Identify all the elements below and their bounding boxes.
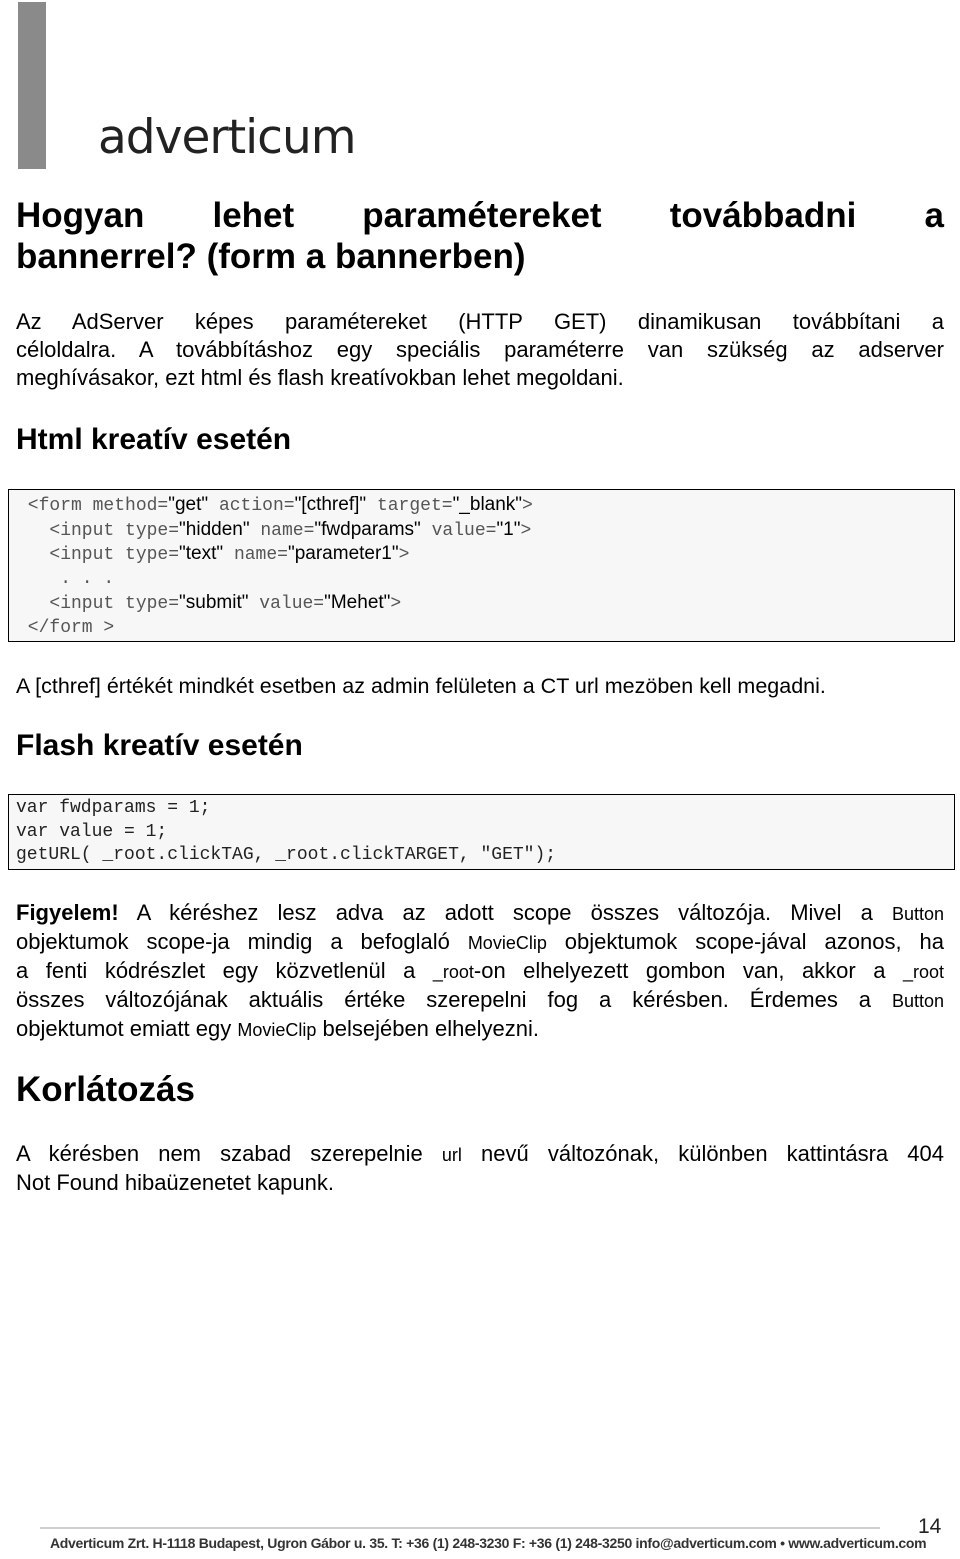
code-term: Button xyxy=(891,904,944,924)
code-keyword: > xyxy=(522,496,533,516)
code-value: "_blank" xyxy=(452,494,523,515)
html-code-lines xyxy=(9,493,954,640)
limit-line xyxy=(16,1140,944,1169)
code-term: _root xyxy=(432,962,474,982)
warning-line xyxy=(16,1015,944,1044)
title-word: Hogyan xyxy=(16,196,145,235)
code-keyword: > xyxy=(390,594,402,614)
html-code-line xyxy=(9,616,954,641)
code-keyword: <form method= xyxy=(17,496,169,516)
code-keyword: value= xyxy=(420,520,497,541)
code-value: "fwdparams" xyxy=(314,518,421,540)
title-line-2: bannerrel? (form a bannerben) xyxy=(16,237,526,276)
code-value: "hidden" xyxy=(179,518,250,540)
code-term: Button xyxy=(891,991,944,1011)
html-code-line xyxy=(9,493,954,518)
html-code-block xyxy=(8,489,955,642)
code-term: _root xyxy=(902,962,945,982)
intro-line: céloldalra. A továbbításhoz egy speciális paraméterre van szükség az adserver xyxy=(16,337,944,362)
warning-text: A kéréshez lesz adva az adott scope összes változója. Mivel a xyxy=(118,900,892,925)
footer-divider xyxy=(40,1527,880,1529)
page-title xyxy=(16,195,944,277)
code-term: url xyxy=(441,1145,462,1165)
intro-paragraph xyxy=(16,308,944,392)
code-value: "submit" xyxy=(179,592,249,613)
warning-text: objektumok scope-jával azonos, ha xyxy=(546,929,944,954)
code-keyword: </form > xyxy=(17,617,115,638)
warning-label: Figyelem! xyxy=(16,900,119,925)
html-code-line xyxy=(9,518,954,543)
code-value: "parameter1" xyxy=(287,543,399,564)
intro-line: Az AdServer képes paramétereket (HTTP GET) dinamikusan továbbítani a xyxy=(16,309,944,334)
intro-line: meghívásakor, ezt html és flash kreatívokban lehet megoldani. xyxy=(16,365,624,390)
code-keyword: . . . xyxy=(17,568,115,589)
footer-contact: Adverticum Zrt. H-1118 Budapest, Ugron Gábor u. 35. T: +36 (1) 248-3230 F: +36 (1) 248-3250 info@adverticum.com • www.adverticum.com xyxy=(50,1535,927,1551)
title-line-1 xyxy=(16,195,944,236)
code-keyword: > xyxy=(520,520,532,541)
code-keyword: <input type= xyxy=(17,594,180,614)
code-value: "text" xyxy=(179,543,224,564)
logo: adverticum xyxy=(98,110,356,165)
html-code-line xyxy=(9,567,954,592)
code-value: "get" xyxy=(168,494,209,515)
code-term: MovieClip xyxy=(237,1020,317,1040)
code-value: "Mehet" xyxy=(324,592,391,613)
limit-paragraph xyxy=(16,1140,944,1197)
code-keyword: action= xyxy=(208,496,295,516)
flash-code-line: var value = 1; xyxy=(16,821,168,842)
cthref-note: A [cthref] értékét mindkét esetben az admin felületen a CT url mezöben kell megadni. xyxy=(16,674,826,698)
code-keyword: > xyxy=(398,545,410,565)
title-word: továbbadni xyxy=(669,196,857,235)
warning-line xyxy=(16,957,944,986)
code-value: "1" xyxy=(496,518,521,540)
warning-text: -on elhelyezett gombon van, akkor a xyxy=(473,958,903,983)
warning-line xyxy=(16,986,944,1015)
warning-text: összes változójának aktuális értéke szerepelni fog a kérésben. Érdemes a xyxy=(16,987,892,1012)
warning-line xyxy=(16,899,944,928)
flash-code-line: var fwdparams = 1; xyxy=(16,798,211,818)
section-heading-html: Html kreatív esetén xyxy=(16,423,292,456)
flash-code-block xyxy=(8,794,955,870)
page-number: 14 xyxy=(918,1515,942,1538)
limit-text: nevű változónak, különben kattintásra 404 xyxy=(461,1141,945,1166)
html-code-line xyxy=(9,542,954,567)
code-keyword: name= xyxy=(223,545,288,565)
code-term: MovieClip xyxy=(467,933,547,953)
limit-text: A kérésben nem szabad szerepelnie xyxy=(16,1141,442,1166)
warning-line xyxy=(16,928,944,957)
warning-text: objektumok scope-ja mindig a befoglaló xyxy=(16,929,468,954)
code-value: "[cthref]" xyxy=(294,494,367,515)
html-code-line xyxy=(9,591,954,616)
warning-text: belsejében elhelyezni. xyxy=(316,1016,539,1041)
section-heading-flash: Flash kreatív esetén xyxy=(16,729,303,762)
limit-line: Not Found hibaüzenetet kapunk. xyxy=(16,1170,335,1195)
code-keyword: <input type= xyxy=(17,520,180,541)
code-keyword: value= xyxy=(248,594,325,614)
section-heading-limit: Korlátozás xyxy=(16,1070,195,1109)
warning-text: objektumot emiatt egy xyxy=(16,1016,238,1041)
title-word: a xyxy=(924,196,944,235)
title-word: paramétereket xyxy=(362,196,602,235)
warning-paragraph xyxy=(16,899,944,1044)
flash-code-line: getURL( _root.clickTAG, _root.clickTARGET, "GET"); xyxy=(16,845,557,865)
code-keyword: target= xyxy=(366,496,453,516)
logo-bar xyxy=(18,2,46,169)
code-keyword: <input type= xyxy=(17,545,180,565)
warning-text: a fenti kódrészlet egy közvetlenül a xyxy=(16,958,433,983)
title-word: lehet xyxy=(212,196,295,235)
code-keyword: name= xyxy=(249,520,315,541)
